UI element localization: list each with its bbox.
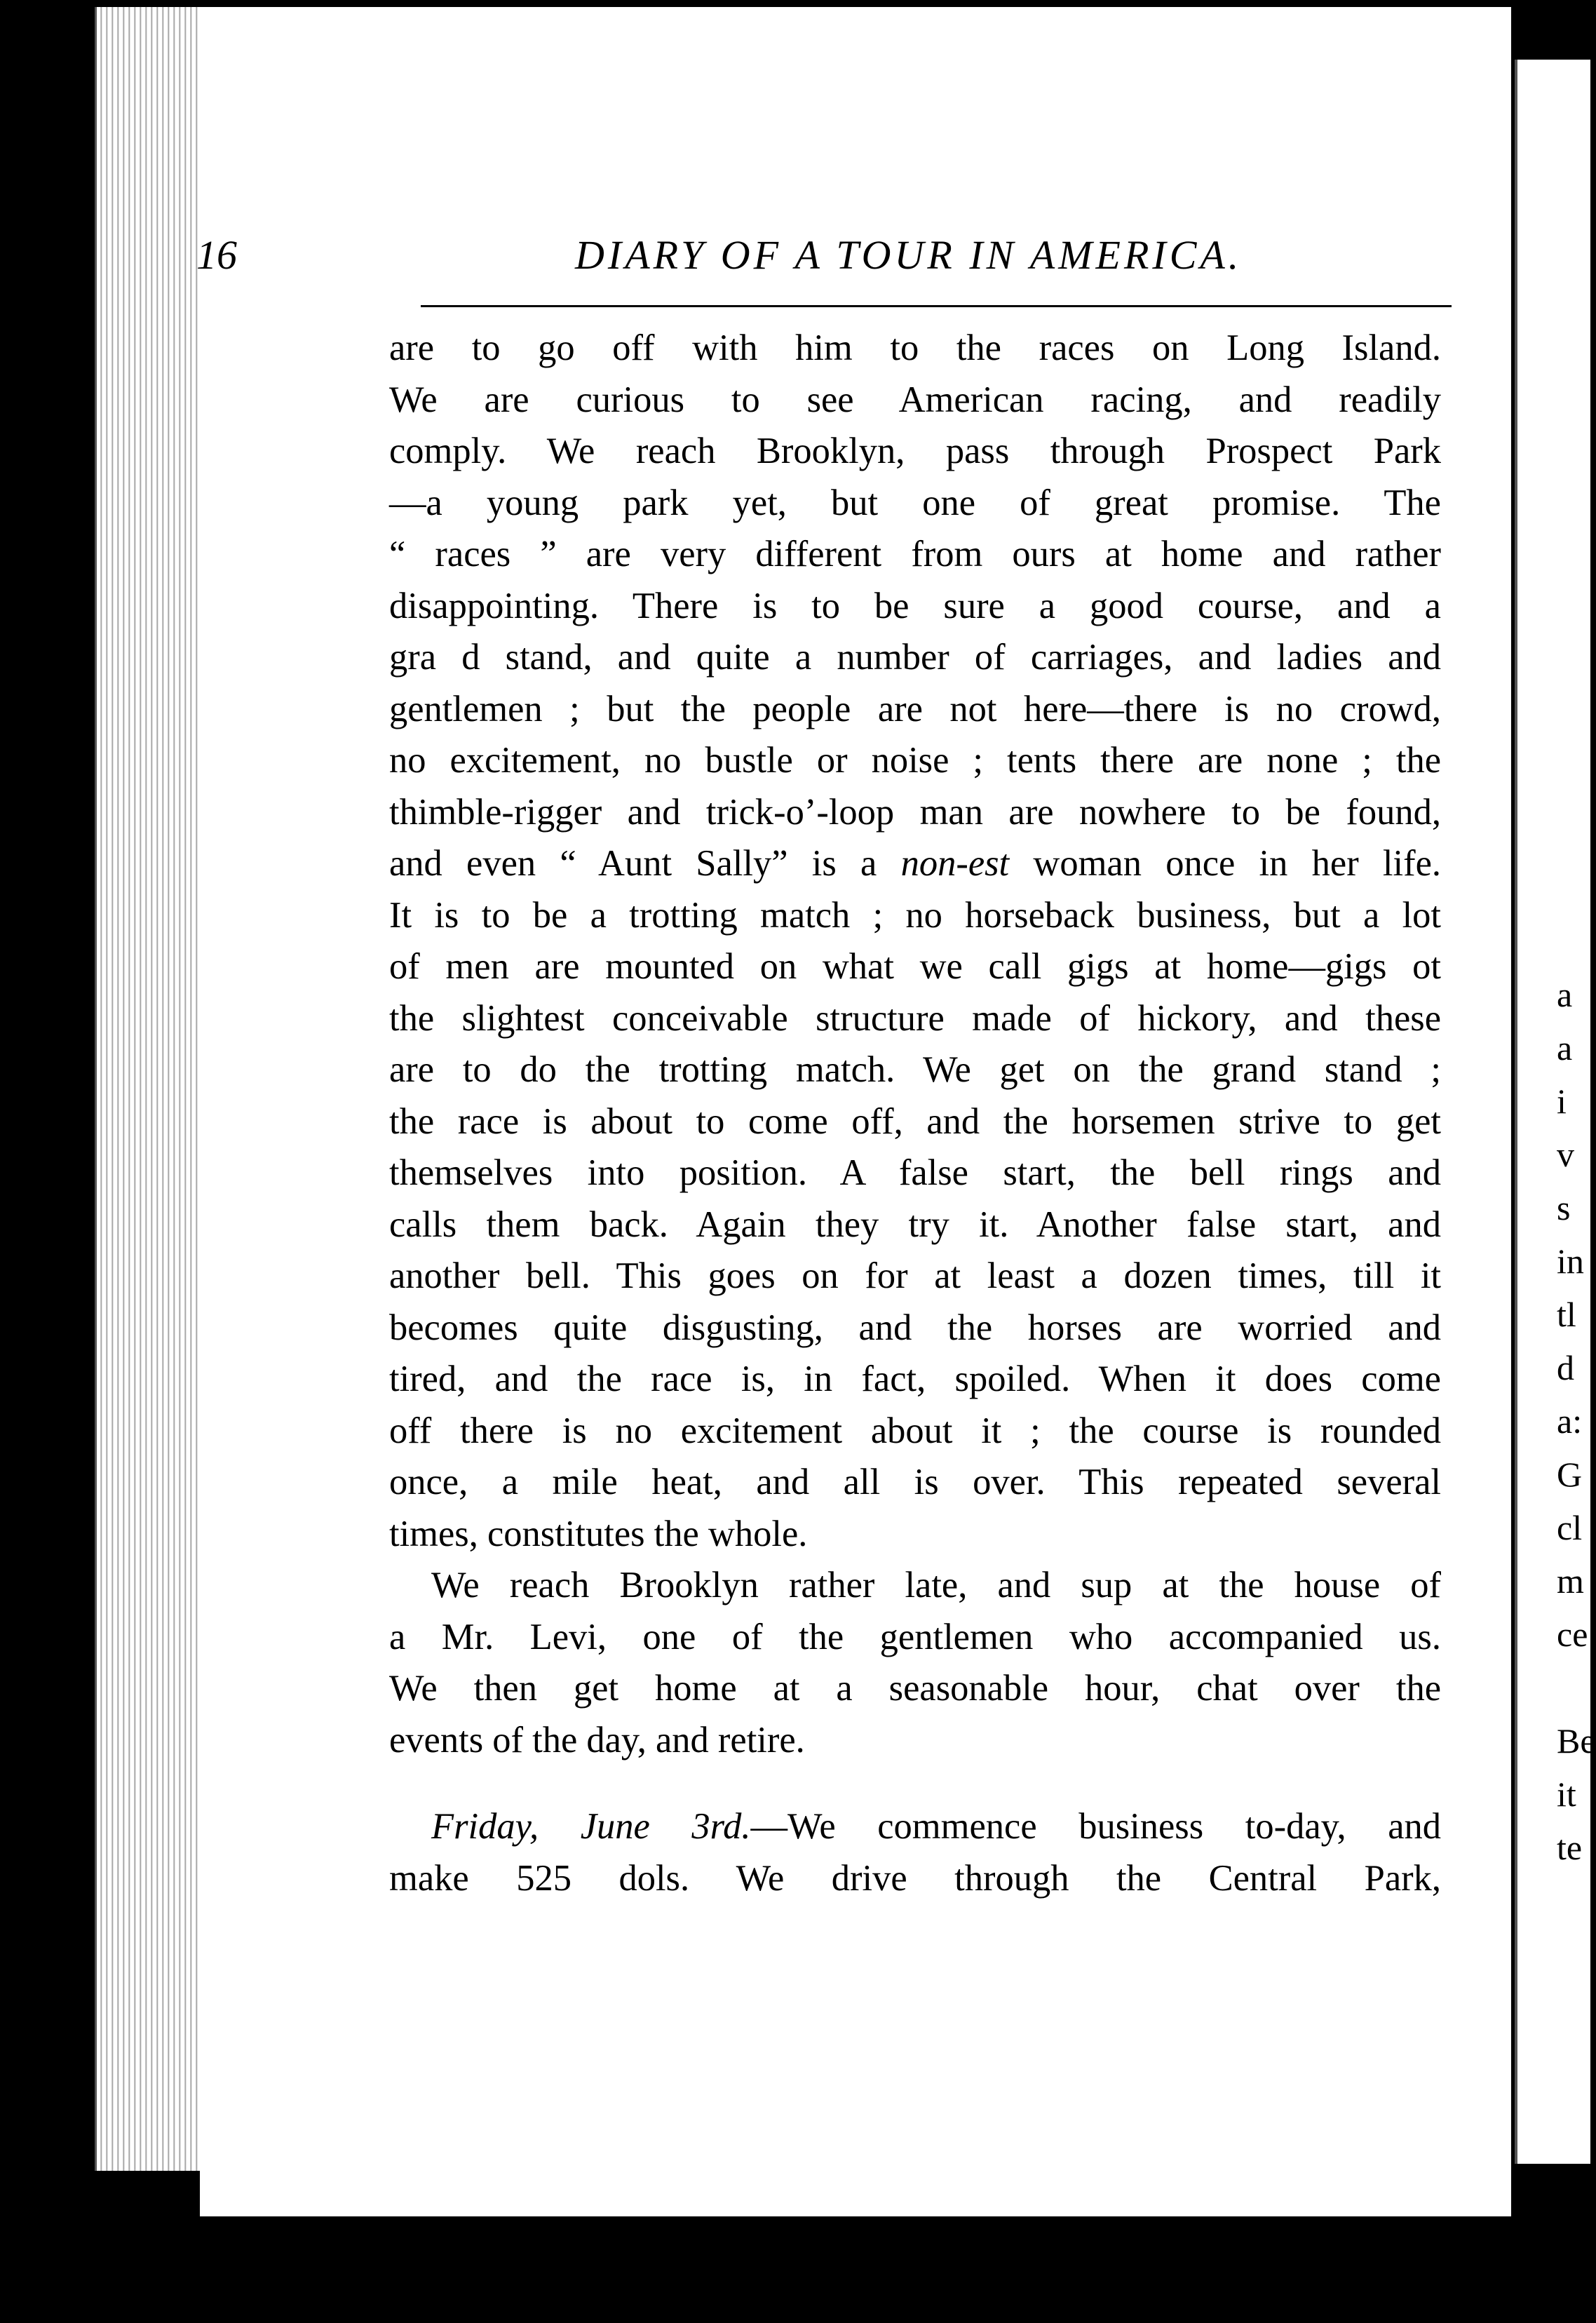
fragment: cl — [1557, 1508, 1583, 1547]
text-segment: woman once in her life. — [1033, 843, 1442, 884]
fragment: a: — [1557, 1401, 1583, 1441]
text-line: the slightest conceivable structure made of hickory, and these — [389, 997, 1441, 1039]
fragment: s — [1557, 1188, 1571, 1227]
text-line: We are curious to see American racing, and readily — [389, 379, 1441, 420]
fragment: te — [1557, 1828, 1583, 1867]
facing-page-text-fragments — [1557, 968, 1596, 1874]
text-line: tired, and the race is, in fact, spoiled. When it does come — [389, 1359, 1441, 1399]
text-line: thimble-rigger and trick-o’-loop man are nowhere to be found, — [389, 791, 1441, 833]
fragment: it — [1557, 1775, 1576, 1814]
text-line: are to do the trotting match. We get on the grand stand ; — [389, 1049, 1441, 1090]
paragraph-gap — [389, 1766, 1441, 1801]
text-line: disappointing. There is to be sure a good course, and a — [389, 585, 1441, 626]
diary-date: Friday, June 3rd. — [431, 1806, 751, 1847]
page-body — [389, 323, 1441, 1904]
text-line: gentlemen ; but the people are not here—there is no crowd, — [389, 688, 1441, 729]
text-line: calls them back. Again they try it. Another false start, and — [389, 1204, 1441, 1245]
paragraph-1 — [389, 323, 1441, 1560]
text-line: gra d stand, and quite a number of carriages, and ladies and — [389, 637, 1441, 678]
running-title: DIARY OF A TOUR IN AMERICA. — [575, 232, 1243, 278]
text-line: times, constitutes the whole. — [389, 1513, 808, 1554]
text-segment: —We commence business to-day, and — [750, 1806, 1441, 1847]
text-segment: and even “ Aunt Sally” is a — [389, 843, 877, 884]
text-line: becomes quite disgusting, and the horses are worried and — [389, 1307, 1441, 1348]
text-line: —a young park yet, but one of great promise. The — [389, 482, 1441, 523]
text-line: comply. We reach Brooklyn, pass through Prospect Park — [389, 431, 1441, 471]
fragment: a — [1557, 1028, 1573, 1068]
fragment: d — [1557, 1348, 1574, 1387]
text-line: of men are mounted on what we call gigs at home—gigs ot — [389, 946, 1441, 987]
text-line: off there is no excitement about it ; the course is rounded — [389, 1410, 1441, 1451]
text-line: We then get home at a seasonable hour, chat over the — [389, 1668, 1441, 1709]
fragment: m — [1557, 1561, 1584, 1601]
text-line: themselves into position. A false start, the bell rings and — [389, 1152, 1441, 1193]
fragment: i — [1557, 1082, 1567, 1121]
text-line-mixed — [389, 1801, 1441, 1853]
text-line: a Mr. Levi, one of the gentlemen who accompanied us. — [389, 1616, 1441, 1657]
fragment: Be — [1557, 1721, 1596, 1760]
italic-term: non-est — [900, 843, 1010, 884]
text-line: It is to be a trotting match ; no horseback business, but a lot — [389, 894, 1441, 936]
paragraph-2 — [389, 1560, 1441, 1766]
page-number: 16 — [196, 232, 237, 278]
fragment: G — [1557, 1455, 1583, 1494]
fragment: in — [1557, 1241, 1584, 1281]
text-line: events of the day, and retire. — [389, 1719, 805, 1760]
text-line: make 525 dols. We drive through the Central Park, — [389, 1857, 1441, 1899]
text-line: We reach Brooklyn rather late, and sup at the house of — [431, 1565, 1441, 1605]
fragment: ce — [1557, 1615, 1588, 1654]
text-line: “ races ” are very different from ours at home and rather — [389, 534, 1441, 574]
header-rule — [421, 305, 1452, 307]
text-line: once, a mile heat, and all is over. This repeated several — [389, 1462, 1441, 1502]
book-page-edges — [95, 7, 202, 2171]
text-line: no excitement, no bustle or noise ; tents there are none ; the — [389, 740, 1441, 781]
paragraph-3 — [389, 1801, 1441, 1904]
fragment — [1557, 1661, 1596, 1714]
fragment: tl — [1557, 1295, 1576, 1334]
fragment: a — [1557, 975, 1573, 1014]
fragment: v — [1557, 1135, 1574, 1174]
text-line: the race is about to come off, and the horsemen strive to get — [389, 1100, 1441, 1142]
text-line: are to go off with him to the races on Long Island. — [389, 328, 1441, 368]
text-line: another bell. This goes on for at least a dozen times, till it — [389, 1255, 1441, 1296]
text-line-mixed — [389, 838, 1441, 890]
